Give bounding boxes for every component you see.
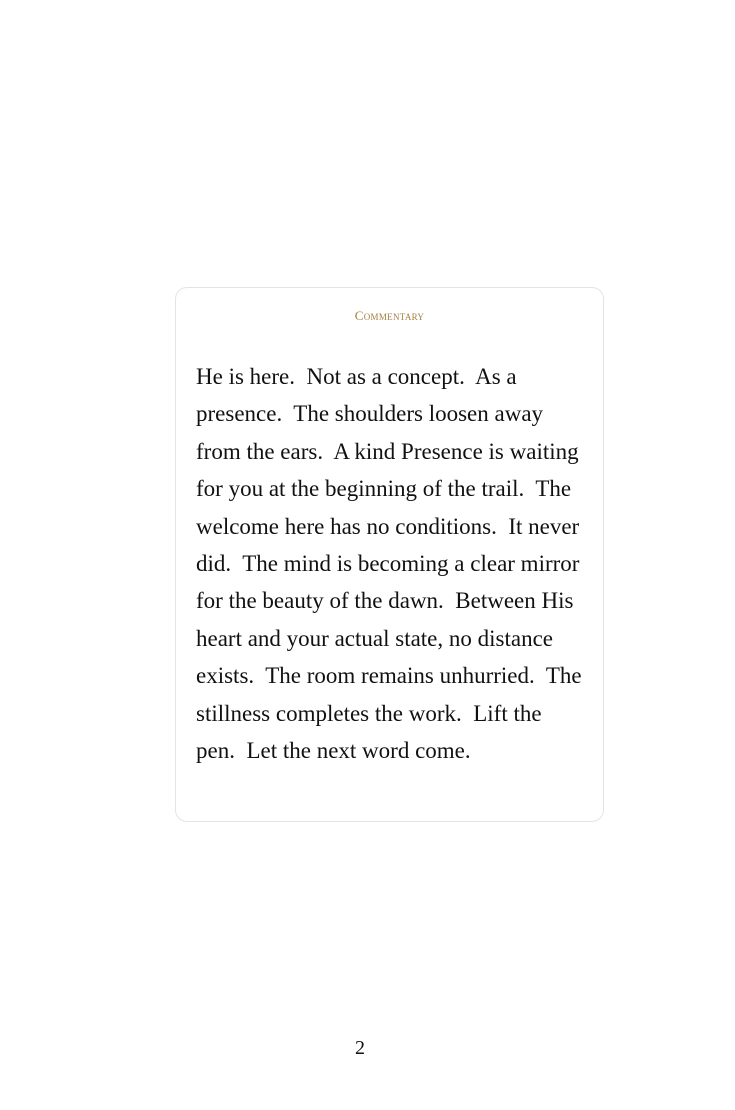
commentary-card	[175, 287, 604, 822]
card-section-label: Commentary	[354, 308, 425, 323]
page-number: 2	[355, 1037, 365, 1059]
commentary-text: He is here. Not as a concept. As a presence. The shoulders loosen away from the ears. A kind Presence is waiting for you at the beginning of the trail. The welcome here has no conditions. It never did. The mind is becoming a clear mirror for the beauty of the dawn. Between His heart and your actual state, no distance exists. The room remains unhurried. The stillness completes the work. Lift the pen. Let the next word come.	[196, 364, 588, 764]
